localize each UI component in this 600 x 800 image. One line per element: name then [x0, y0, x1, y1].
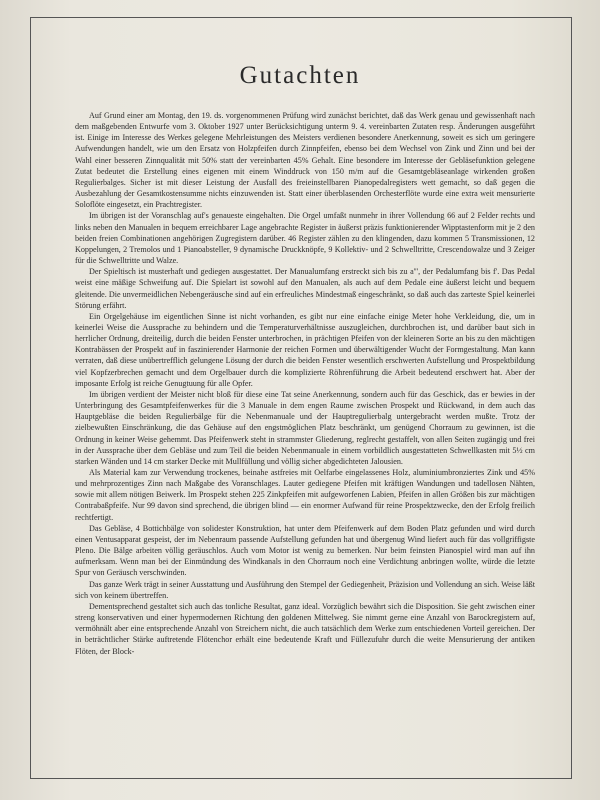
paragraph: Als Material kam zur Verwendung trockenes, beinahe astfreies mit Oelfarbe eingelassenes Holz, aluminiumbronziertes Zink und 45% und mehrprozentiges Zinn nach Maßgabe des Voranschlages. Lauter gediegene Pfeifen mit kräftigen Wandungen und tadellosen Nähten, sowie mit allem nötigen Beiwerk. Im Prospekt stehen 225 Zinkpfeifen mit aufgeworfenen Labien, Pfeifen in allen Größen bis zur mächtigen Contrabaßpfeife. Nur 99 davon sind sprechend, die übrigen blind — ein enormer Aufwand für reine Prospektzwecke, den der Erfolg freilich rechtfertigt.	[75, 468, 535, 522]
document-body	[75, 110, 535, 657]
paragraph: Dementsprechend gestaltet sich auch das tonliche Resultat, ganz ideal. Vorzüglich bewährt sich die Disposition. Sie geht zwischen einer streng konservativen und einer hypermodernen Richtung den goldenen Mittelweg. Sie nimmt gerne eine Anzahl von Barockregistern auf, vermöhnält aber eine entsprechende Anzahl von Streichern nicht, die auch tatsächlich dem Werke zum entschiedenen Vorteil gereichen. Der in beträchtlicher Stärke auftretende Flötenchor erhält eine bedeutende Kraft und Füllezufuhr durch die weite Mensurierung der antiken Flöten, der Block-	[75, 601, 535, 656]
paragraph: Der Spieltisch ist musterhaft und gediegen ausgestattet. Der Manualumfang erstreckt sich bis zu a''', der Pedalumfang bis f'. Das Pedal weist eine mäßige Schweifung auf. Die Spielart ist sowohl auf den Manualen, als auch auf dem Pedale eine äußerst leicht und bequem gleitende. Die unvermeidlichen Nebengeräusche sind auf ein erfreuliches Mindestmaß eingeschränkt, so daß auch das zarteste Spiel keinerlei Störung erfährt.	[75, 267, 535, 310]
paragraph: Ein Orgelgehäuse im eigentlichen Sinne ist nicht vorhanden, es gibt nur eine einfache einige Meter hohe Verkleidung, die, um in keinerlei Weise die Aussprache zu behindern und die Temperaturverhältnisse auszugleichen, durchbrochen ist, und darüber baut sich in herrlicher Ordnung, dreiteilig, durch die beiden Fenster unterbrochen, in prächtigen Pfeifen von der kleineren Sorte an bis zu den mächtigen Kontrabässen der Prospekt auf in faszinierender Harmonie der reichen Formen und überwältigender Wucht der Formgestaltung. Man kann verraten, daß diese unübertrefflich gelungene Lösung der durch die beiden Fenster wesentlich erschwerten Aufstellung und Prospektbildung viel Kopfzerbrechen gemacht und dem Orgelbauer durch die komplizierte Röhrenführung die Arbeit bedeutend erschwert hat. Aber der imposante Erfolg ist reiche Genugtuung für alle Opfer.	[75, 311, 535, 388]
paragraph: Im übrigen ist der Voranschlag auf's genaueste eingehalten. Die Orgel umfaßt nunmehr in ihrer Vollendung 66 auf 2 Felder rechts und links neben den Manualen in bequem erreichbarer Lage angebrachte Register in äußerst präzis funktionierender Wipptastenform mit je 2 den beiden freien Combinationen angehörigen Zugregistern darüber. 46 Register zählen zu den klingenden, dazu kommen 5 Transmissionen, 12 Koppelungen, 2 Tremolos und 1 Pianoabsteller, 9 dynamische Druckknöpfe, 9 Kollektiv- und 2 Schwelltritte, Crescendowalze und 3 Zeiger für die Schwelltritte und Walze.	[75, 211, 535, 266]
paragraph: Das ganze Werk trägt in seiner Ausstattung und Ausführung den Stempel der Gediegenheit, Präzision und Vollendung an sich. Weise läßt sich von keinem übertreffen.	[75, 579, 535, 600]
paragraph: Im übrigen verdient der Meister nicht bloß für diese eine Tat seine Anerkennung, sondern auch für das Geschick, das er bewies in der Unterbringung des Gesamtpfeifenwerkes für die 3 Manuale in dem engen Raume zwischen Prospekt und Rückwand, in dem auch das Hauptgebläse die beiden Regulierbälge für die Nebenmanuale und der Hauptregulierbalg untergebracht werden mußte. Trotz der zielbewußten Einschränkung, die das Gehäuse auf den engstmöglichen Platz beschränkt, um genügend Chorraum zu gewinnen, ist die Ordnung in keiner Weise gehemmt. Das Pfeifenwerk steht in strammster Gliederung, reglrecht gestaffelt, von allen Seiten zugängig und frei in der Aussprache über dem Gebläse und zum Teil die beiden Nebenmanuale in einem vorbildlich ausgestatteten Schwellkasten mit 5½ cm starken Wänden und 14 cm starker Decke mit Mullfüllung und völlig sicher abgedichteten Jalousien.	[75, 389, 535, 466]
page-title: Gutachten	[239, 62, 361, 89]
paragraph: Auf Grund einer am Montag, den 19. ds. vorgenommenen Prüfung wird zunächst berichtet, daß das Werk genau und gewissenhaft nach dem maßgebenden Entwurfe vom 3. Oktober 1927 unter Berücksichtigung unterm 9. 4. vereinbarten Zutaten resp. Änderungen ausgeführt ist. Einige im Interesse des Werkes gelegene Mehrleistungen des Meisters verdienen besondere Anerkennung, soweit es sich um geringere Aufwendungen handelt, wie um den Ersatz von Holzpfeifen durch Zinnpfeifen, ebenso bei dem Wechsel von Zink und Zinn und bei der Wahl einer besseren Zinnqualität mit 50% statt der vereinbarten 45% Gehalt. Eine besondere im Interesse der Gebläsefunktion gelegene Zutat bedeutet die Erstellung eines eigenen mit einem Winddruck von 150 m/m auf die Gesamtgebläseanlage wirkenden großen Regulierbalges. Sicher ist mit dieser Leistung der Ausfall des freieinstellbaren Pianopedalregisters wett gemacht, so daß gegen die Ausbezahlung der Gesamtkostensumme nichts einzuwenden ist. Statt einer überblasenden Orchesterflöte wurde eine extra weit mensurierte Soloflöte eingesetzt, ein Prachtregister.	[75, 111, 535, 210]
paragraph: Das Gebläse, 4 Bottichbälge von solidester Konstruktion, hat unter dem Pfeifenwerk auf dem Boden Platz gefunden und wird durch einen Ventusapparat gespeist, der im Nebenraum passende Aufstellung gefunden hat und übergenug Wind liefert auch für das vollgriffigste Pleno. Die Bälge arbeiten völlig geräuschlos. Auch vom Motor ist wenig zu bemerken. Nur beim feinsten Pianospiel wird man auf ihn aufmerksam. Wenn man bei der Einmündung des Windkanals in den Chorraum noch eine Verdichtung anbringen wollte, würde die letzte Spur von Geräusch verschwinden.	[75, 523, 535, 578]
